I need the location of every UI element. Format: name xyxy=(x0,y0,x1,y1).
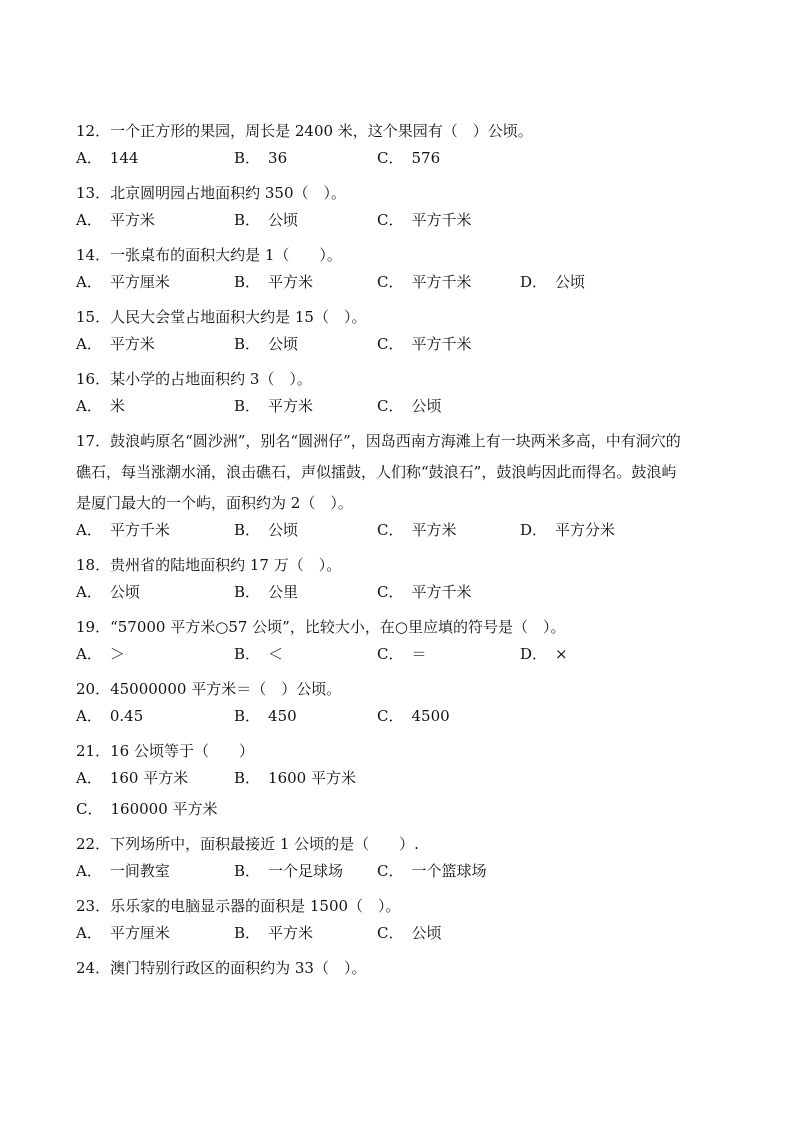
option-text: 平方米 xyxy=(268,273,314,291)
option-text: ＜ xyxy=(268,645,284,663)
option-letter: A． xyxy=(76,924,102,942)
answer-option[interactable] xyxy=(377,922,442,943)
options-row xyxy=(76,860,726,891)
option-letter: C． xyxy=(377,397,404,415)
question-item xyxy=(76,736,726,829)
answer-option[interactable] xyxy=(76,581,140,602)
option-text: 平方米 xyxy=(411,521,457,539)
option-letter: C． xyxy=(377,273,404,291)
answer-option[interactable] xyxy=(76,519,170,540)
option-text: 平方米 xyxy=(109,211,155,229)
options-row xyxy=(76,705,726,736)
option-text: ＝ xyxy=(411,645,427,663)
option-text: 米 xyxy=(109,397,125,415)
option-letter: D． xyxy=(520,521,548,539)
option-text: 576 xyxy=(411,149,441,167)
option-text: 公顷 xyxy=(268,335,299,353)
answer-option[interactable] xyxy=(520,271,585,292)
option-letter: C． xyxy=(377,924,404,942)
answer-option[interactable] xyxy=(234,395,313,416)
answer-option[interactable] xyxy=(234,705,297,726)
option-text: ＞ xyxy=(109,645,125,663)
answer-option[interactable] xyxy=(520,643,568,664)
question-item xyxy=(76,426,726,550)
answer-option[interactable] xyxy=(377,705,450,726)
option-text: 公顷 xyxy=(555,273,586,291)
options-row xyxy=(76,581,726,612)
option-letter: C． xyxy=(377,862,404,880)
option-letter: D． xyxy=(520,645,548,663)
question-stem: 23．乐乐家的电脑显示器的面积是 1500（ ）。 xyxy=(76,897,401,915)
question-item xyxy=(76,178,726,240)
option-letter: B． xyxy=(234,397,261,415)
question-item xyxy=(76,240,726,302)
question-item xyxy=(76,364,726,426)
option-text: 平方千米 xyxy=(109,521,170,539)
option-text: 平方千米 xyxy=(411,273,472,291)
option-letter: C． xyxy=(377,521,404,539)
option-letter: A． xyxy=(76,769,102,787)
option-text: × xyxy=(555,645,568,663)
option-letter: A． xyxy=(76,583,102,601)
question-item xyxy=(76,302,726,364)
option-letter: B． xyxy=(234,924,261,942)
option-letter: A． xyxy=(76,211,102,229)
option-text: 一个篮球场 xyxy=(411,862,487,880)
option-text: 1600 平方米 xyxy=(268,769,356,787)
option-letter: C． xyxy=(377,211,404,229)
question-stem: 24．澳门特别行政区的面积约为 33（ ）。 xyxy=(76,959,367,977)
option-letter: D． xyxy=(520,273,548,291)
option-text: 36 xyxy=(268,149,288,167)
question-stem-continued: 礁石，每当涨潮水涌，浪击礁石，声似擂鼓，人们称“鼓浪石”，鼓浪屿因此而得名。鼓浪屿 xyxy=(76,463,677,481)
question-list xyxy=(76,116,726,984)
answer-option[interactable] xyxy=(76,798,218,819)
answer-option[interactable] xyxy=(76,705,143,726)
answer-option[interactable] xyxy=(76,209,155,230)
answer-option[interactable] xyxy=(377,147,440,168)
option-letter: B． xyxy=(234,645,261,663)
question-item xyxy=(76,674,726,736)
answer-option[interactable] xyxy=(520,519,615,540)
option-text: 160 平方米 xyxy=(109,769,189,787)
option-letter: C． xyxy=(377,335,404,353)
question-item xyxy=(76,116,726,178)
question-item xyxy=(76,891,726,953)
option-text: 平方分米 xyxy=(555,521,616,539)
option-letter: C． xyxy=(377,645,404,663)
answer-option[interactable] xyxy=(76,147,138,168)
option-letter: A． xyxy=(76,273,102,291)
question-stem-continued: 是厦门最大的一个屿，面积约为 2（ ）。 xyxy=(76,494,353,512)
option-letter: B． xyxy=(234,149,261,167)
option-text: 公顷 xyxy=(411,924,442,942)
options-row xyxy=(76,798,726,829)
option-text: 160000 平方米 xyxy=(110,800,218,818)
option-text: 450 xyxy=(268,707,297,725)
question-stem: 19．“57000 平方米○57 公顷”，比较大小，在○里应填的符号是（ ）。 xyxy=(76,618,566,636)
answer-option[interactable] xyxy=(76,395,125,416)
options-row xyxy=(76,922,726,953)
option-letter: C． xyxy=(377,707,404,725)
options-row xyxy=(76,767,726,798)
answer-option[interactable] xyxy=(234,147,287,168)
answer-option[interactable] xyxy=(76,860,170,881)
option-letter: A． xyxy=(76,397,102,415)
option-letter: C． xyxy=(377,149,404,167)
answer-option[interactable] xyxy=(234,333,298,354)
option-letter: C． xyxy=(377,583,404,601)
question-item xyxy=(76,829,726,891)
answer-option[interactable] xyxy=(234,519,298,540)
option-text: 平方千米 xyxy=(411,211,472,229)
option-text: 平方厘米 xyxy=(109,273,170,291)
option-letter: B． xyxy=(234,211,261,229)
question-stem: 14．一张桌布的面积大约是 1（ ）。 xyxy=(76,246,342,264)
options-row xyxy=(76,395,726,426)
question-item xyxy=(76,550,726,612)
answer-option[interactable] xyxy=(234,767,356,788)
options-row xyxy=(76,333,726,364)
option-text: 平方米 xyxy=(268,397,314,415)
option-text: 公顷 xyxy=(109,583,140,601)
option-letter: B． xyxy=(234,862,261,880)
option-letter: B． xyxy=(234,273,261,291)
option-text: 公顷 xyxy=(268,211,299,229)
options-row xyxy=(76,147,726,178)
answer-option[interactable] xyxy=(377,581,472,602)
answer-option[interactable] xyxy=(377,271,472,292)
options-row xyxy=(76,643,726,674)
option-letter: A． xyxy=(76,862,102,880)
question-stem: 21．16 公顷等于（ ） xyxy=(76,742,254,760)
option-text: 平方千米 xyxy=(411,583,472,601)
answer-option[interactable] xyxy=(377,519,457,540)
answer-option[interactable] xyxy=(76,922,170,943)
answer-option[interactable] xyxy=(234,643,283,664)
option-letter: B． xyxy=(234,521,261,539)
option-letter: A． xyxy=(76,645,102,663)
question-stem: 18．贵州省的陆地面积约 17 万（ ）。 xyxy=(76,556,342,574)
option-letter: B． xyxy=(234,707,261,725)
option-text: 公顷 xyxy=(411,397,442,415)
question-stem: 12．一个正方形的果园，周长是 2400 米，这个果园有（ ）公顷。 xyxy=(76,122,533,140)
option-letter: B． xyxy=(234,583,261,601)
question-stem: 20．45000000 平方米＝（ ）公顷。 xyxy=(76,680,342,698)
answer-option[interactable] xyxy=(377,209,472,230)
option-text: 144 xyxy=(109,149,139,167)
option-letter: A． xyxy=(76,707,102,725)
answer-option[interactable] xyxy=(377,860,487,881)
option-text: 平方千米 xyxy=(411,335,472,353)
option-letter: C． xyxy=(76,800,103,818)
answer-option[interactable] xyxy=(234,581,298,602)
option-text: 4500 xyxy=(411,707,450,725)
question-stem: 16．某小学的占地面积约 3（ ）。 xyxy=(76,370,312,388)
option-text: 平方米 xyxy=(109,335,155,353)
option-text: 0.45 xyxy=(109,707,144,725)
option-text: 公顷 xyxy=(268,521,299,539)
answer-option[interactable] xyxy=(76,767,188,788)
answer-option[interactable] xyxy=(76,333,155,354)
option-letter: A． xyxy=(76,335,102,353)
question-stem: 15．人民大会堂占地面积大约是 15（ ）。 xyxy=(76,308,367,326)
options-row xyxy=(76,209,726,240)
options-row xyxy=(76,271,726,302)
answer-option[interactable] xyxy=(377,333,472,354)
option-text: 公里 xyxy=(268,583,299,601)
option-letter: B． xyxy=(234,335,261,353)
option-letter: A． xyxy=(76,521,102,539)
options-row xyxy=(76,519,726,550)
answer-option[interactable] xyxy=(234,271,313,292)
question-stem: 22．下列场所中，面积最接近 1 公顷的是（ ）. xyxy=(76,835,419,853)
answer-option[interactable] xyxy=(234,860,343,881)
option-text: 一个足球场 xyxy=(268,862,344,880)
answer-option[interactable] xyxy=(234,209,298,230)
question-stem: 17．鼓浪屿原名“圆沙洲”，别名“圆洲仔”，因岛西南方海滩上有一块两米多高，中有洞穴的 xyxy=(76,432,681,450)
answer-option[interactable] xyxy=(76,271,170,292)
question-item xyxy=(76,612,726,674)
option-letter: B． xyxy=(234,769,261,787)
answer-option[interactable] xyxy=(377,395,442,416)
question-stem: 13．北京圆明园占地面积约 350（ ）。 xyxy=(76,184,346,202)
answer-option[interactable] xyxy=(377,643,427,664)
answer-option[interactable] xyxy=(234,922,313,943)
answer-option[interactable] xyxy=(76,643,125,664)
option-letter: A． xyxy=(76,149,102,167)
option-text: 一间教室 xyxy=(109,862,170,880)
option-text: 平方米 xyxy=(268,924,314,942)
question-item xyxy=(76,953,726,984)
option-text: 平方厘米 xyxy=(109,924,170,942)
